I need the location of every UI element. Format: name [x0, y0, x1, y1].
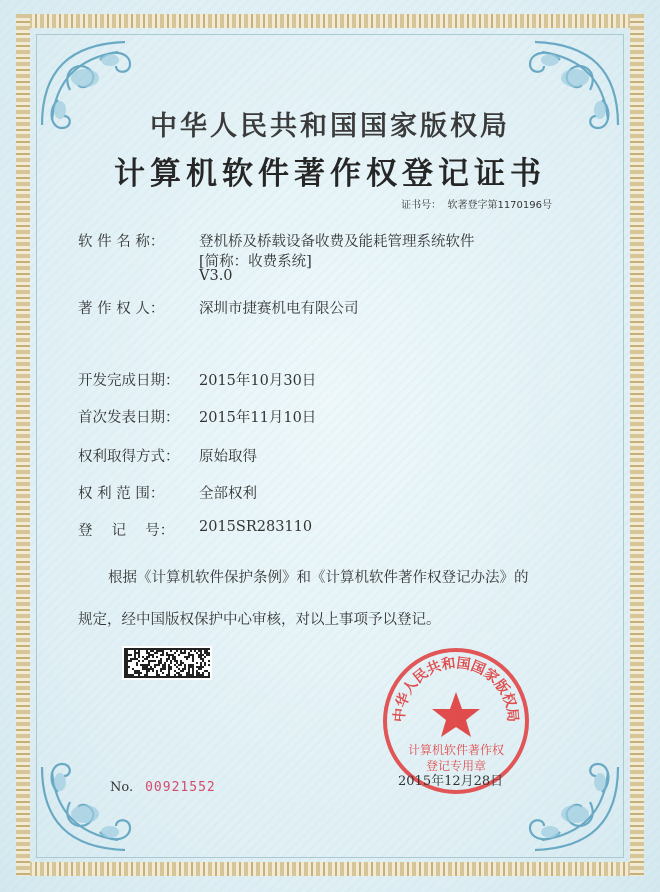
certificate-number: 证书号： 软著登字第1170196号 — [401, 200, 552, 211]
statement-line-2: 规定，经中国版权保护中心审核，对以上事项予以登记。 — [78, 612, 441, 628]
field-value: 2015年11月10日 — [199, 410, 317, 426]
issuing-authority: 中华人民共和国国家版权局 — [150, 111, 510, 142]
border-left — [16, 14, 30, 876]
seal-line-1: 计算机软件著作权 — [407, 743, 505, 757]
field-value: 登机桥及桥载设备收费及能耗管理系统软件 — [199, 234, 475, 250]
field-label: 开发完成日期： — [78, 373, 180, 389]
serial-number: No. 00921552 — [110, 780, 216, 795]
field-version: V3.0 — [199, 268, 233, 284]
border-right — [630, 14, 644, 876]
border-bottom — [16, 862, 644, 876]
certificate-title: 计算机软件著作权登记证书 — [114, 156, 546, 192]
field-label: 首次发表日期： — [78, 410, 180, 426]
barcode-icon — [124, 648, 210, 678]
field-short-name: [简称：收费系统] — [199, 254, 312, 270]
issue-date: 2015年12月28日 — [398, 774, 504, 789]
field-value: 2015SR283110 — [199, 519, 313, 535]
seal-line-2: 登记专用章 — [425, 759, 487, 773]
field-label: 权利取得方式： — [78, 449, 180, 465]
field-value: 原始取得 — [199, 449, 257, 465]
seal-ring-text: 中华人民共和国国家版权局 — [391, 655, 521, 723]
field-label: 权 利 范 围： — [78, 486, 165, 502]
border-top — [16, 14, 644, 28]
field-value: 全部权利 — [199, 486, 257, 502]
field-label: 著 作 权 人： — [78, 301, 165, 317]
field-label: 软 件 名 称： — [78, 234, 165, 250]
field-value: 2015年10月30日 — [199, 373, 317, 389]
barcode — [122, 646, 212, 680]
corner-ornament-icon — [30, 752, 150, 862]
field-value: 深圳市捷赛机电有限公司 — [199, 301, 359, 317]
field-label: 登 记 号： — [78, 523, 175, 539]
statement-line-1: 根据《计算机软件保护条例》和《计算机软件著作权登记办法》的 — [108, 570, 529, 586]
